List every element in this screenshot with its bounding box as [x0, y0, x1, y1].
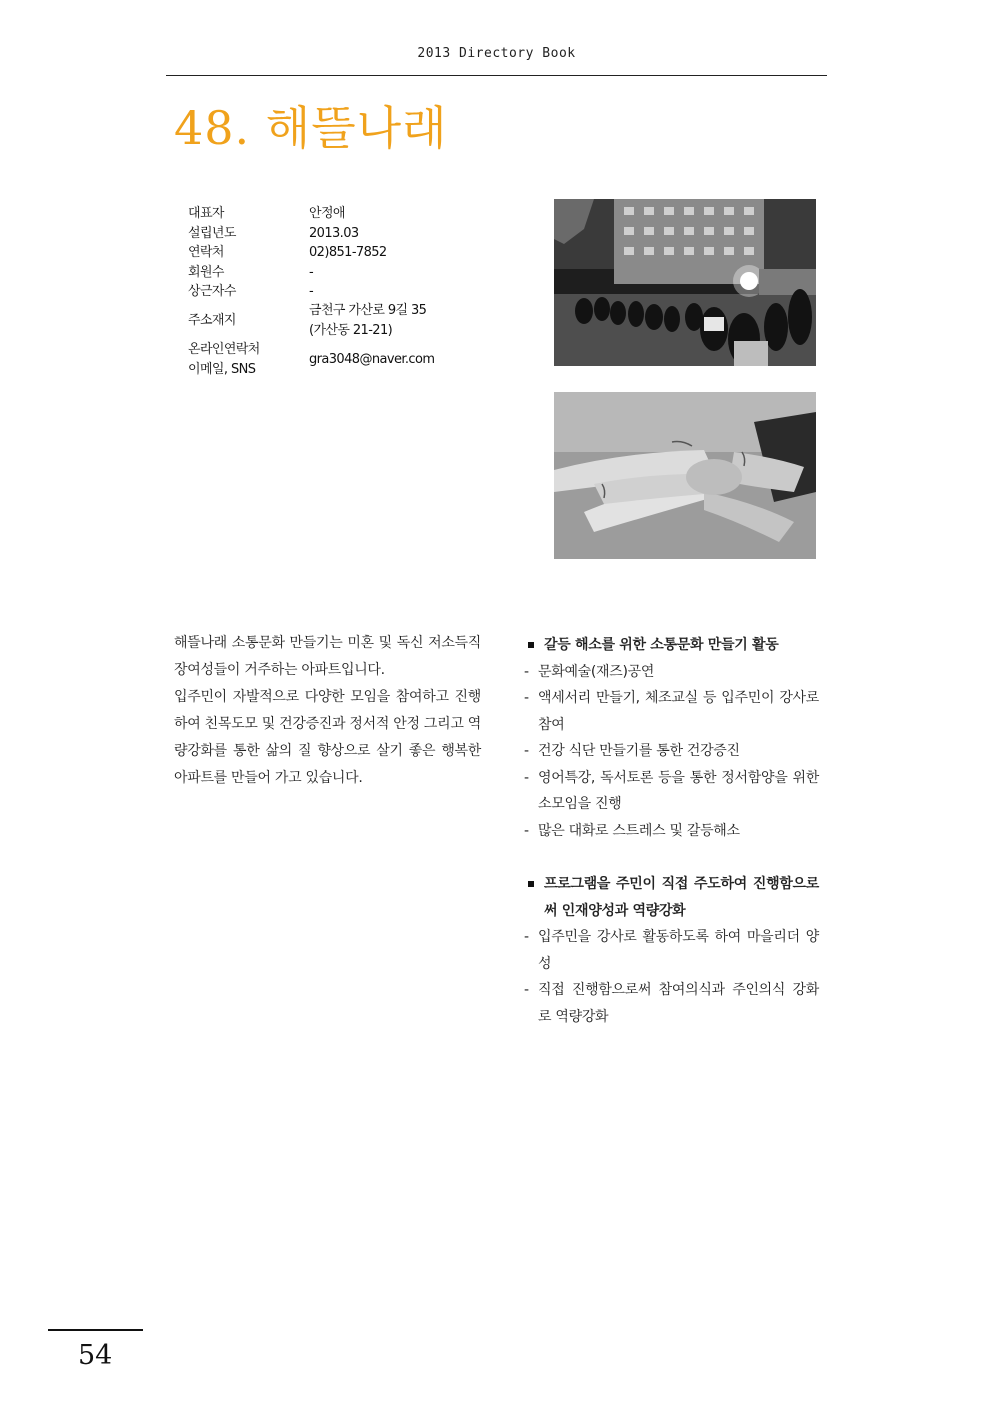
- square-bullet-icon: [528, 642, 534, 648]
- info-row-founded: [188, 224, 518, 244]
- info-value: 안정애: [309, 206, 345, 221]
- list-item: - 영어특강, 독서토론 등을 통한 정서함양을 위한 소모임을 진행: [524, 765, 819, 818]
- info-label-online: [188, 340, 309, 379]
- info-row-representative: [188, 204, 518, 224]
- info-label: 상근자수: [188, 284, 236, 299]
- info-row-online: [188, 340, 518, 380]
- online-label-line-1: 온라인연락처: [188, 342, 260, 357]
- footer-divider: [48, 1329, 143, 1331]
- running-header: 2013 Directory Book: [417, 46, 576, 61]
- info-value: -: [309, 264, 314, 280]
- section-heading: 프로그램을 주민이 직접 주도하여 진행함으로써 인재양성과 역량강화: [524, 871, 819, 924]
- list-item: - 건강 식단 만들기를 통한 건강증진: [524, 738, 819, 765]
- online-label-line-2: 이메일, SNS: [188, 361, 256, 377]
- dash-bullet: -: [524, 690, 529, 706]
- section-spacer: [524, 844, 819, 871]
- photo-joined-hands: [554, 392, 816, 559]
- dash-bullet: -: [524, 769, 529, 786]
- info-label: 대표자: [188, 206, 224, 221]
- organization-info-table: [188, 204, 518, 380]
- header-divider: [166, 75, 827, 76]
- dash-bullet: -: [524, 929, 529, 945]
- dash-bullet: -: [524, 663, 529, 680]
- info-value: -: [309, 284, 314, 299]
- info-row-members: [188, 263, 518, 283]
- list-item: - 직접 진행함으로써 참여의식과 주인의식 강화로 역량강화: [524, 977, 819, 1030]
- info-value-email: gra3048@naver.com: [309, 351, 435, 367]
- photo-night-gathering: [554, 199, 816, 366]
- section-heading: 갈등 해소를 위한 소통문화 만들기 활동: [524, 632, 819, 659]
- page-number: 54: [78, 1340, 113, 1371]
- dash-bullet: -: [524, 982, 529, 998]
- dash-bullet: -: [524, 822, 529, 839]
- page-title: 48. 해뜰나래: [174, 101, 448, 155]
- activities-section: [524, 632, 819, 1030]
- list-item: - 액세서리 만들기, 체조교실 등 입주민이 강사로 참여: [524, 685, 819, 738]
- description-paragraph: 해뜰나래 소통문화 만들기는 미혼 및 독신 저소득직장여성들이 거주하는 아파트입니다.: [174, 635, 481, 678]
- list-item: - 문화예술(재즈)공연: [524, 659, 819, 686]
- organization-description: [174, 630, 481, 792]
- info-label: 설립년도: [188, 225, 236, 241]
- info-label: 회원수: [188, 264, 224, 280]
- square-bullet-icon: [528, 881, 534, 887]
- address-line-1: 금천구 가산로 9길 35: [309, 303, 427, 318]
- info-row-staff: [188, 282, 518, 302]
- address-line-2: (가산동 21-21): [309, 322, 393, 338]
- description-paragraph: 입주민이 자발적으로 다양한 모임을 참여하고 진행하여 친목도모 및 건강증진과 정서적 안정 그리고 역량강화를 통한 삶의 질 향상으로 살기 좋은 행복한 아파트를 만들어 가고 있습니다.: [174, 689, 481, 786]
- info-row-contact: [188, 243, 518, 263]
- info-value: 2013.03: [309, 225, 359, 241]
- list-item: - 많은 대화로 스트레스 및 갈등해소: [524, 818, 819, 845]
- list-item: - 입주민을 강사로 활동하도록 하여 마을리더 양성: [524, 924, 819, 977]
- info-value: 02)851-7852: [309, 245, 387, 260]
- info-label: 연락처: [188, 245, 224, 260]
- info-row-address: [188, 302, 518, 340]
- dash-bullet: -: [524, 743, 529, 759]
- info-value-address: [309, 301, 518, 340]
- info-label: 주소재지: [188, 312, 236, 328]
